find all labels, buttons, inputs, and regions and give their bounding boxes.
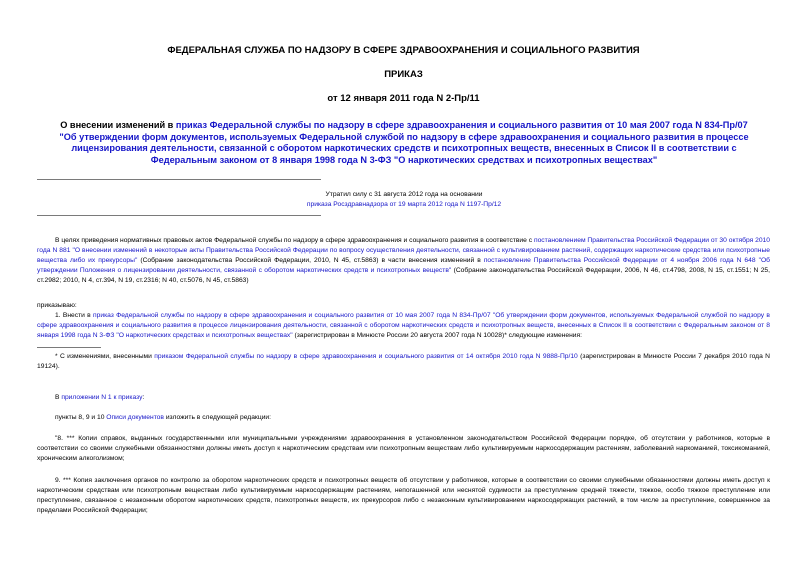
doc-type-heading: ПРИКАЗ [384,69,423,80]
point-9-paragraph: 9. *** Копия заключения органов по контролю за оборотом наркотических средств и психотропных веществ об отсутствии у работников, которые в соответствии со своими служебными обязанностями должны иметь доступ к наркотическим средствам или психотропным веществам либо культивируемым наркосодержащим растениям, непогашенной или неснятой судимости за преступление средней тяжести, тяжкое, особо тяжкое преступление или преступление, связанное с незаконным оборотом наркотических средств, психотропных веществ, их прекурсоров либо с незаконным культивированием наркосодержащих растений, в том числе за преступление, совершенное за пределами Российской Федерации; [37,477,770,515]
date-number-heading: от 12 января 2011 года N 2-Пр/11 [327,93,480,104]
footnote-order-9888-link[interactable]: приказом Федеральной службы по надзору в сфере здравоохранения и социального развития от 14 октября 2010 года N 9888-Пр/10 [154,353,578,360]
annex-text-1: В [55,394,62,401]
preamble-text-3: (Собрание законодательства Российской Федерации, 2006, N 46, ст.4798, 2008, N 15, ст.1551; N 25, ст.2982; 2010, N 4, ст.394, N 19, ст.2316; N 40, ст.5076, N 45, ст.5863) [37,267,770,285]
title-prefix: О внесении изменений в [60,120,176,130]
points-text-1: пункты 8, 9 и 10 [55,414,107,421]
point-8-paragraph: "8. *** Копии справок, выданных государственными или муниципальными учреждениями здравоохранения в установленном законодательством Российской Федерации порядке, об отсутствии у работников, которые в соответствии со своими служебными обязанностями должны иметь доступ к наркотическим средствам или психотропным веществам либо культивируемым наркосодержащим растениям, заболеваний наркоманией, токсикоманией, хроническим алкоголизмом; [37,435,770,463]
annex-line [55,393,144,403]
order-word: приказываю: [37,302,77,309]
footnote-text-2: (зарегистрирован в Минюсте России 7 декабря 2010 года N 19124). [37,353,771,371]
annex-text-2: : [142,394,145,401]
item-1-text-1: 1. Внести в [55,312,93,319]
points-text-2: изложить в следующей редакции: [163,414,272,421]
footnote [37,352,770,372]
preamble-decree-881-link[interactable]: постановлением Правительства Российской Федерации от 30 октября 2010 года N 881 "О внесении изменений в некоторые акты Правительства Российской Федерации по вопросу осуществления деятельности, связанной с культивированием растений, содержащих наркотические средства или психотропные вещества либо их прекурсоры" [37,237,770,265]
item-1-text-2: (зарегистрирован в Минюсте России 20 августа 2007 года N 10028)* следующие изменения: [292,332,582,340]
footnote-text-1: * С изменениями, внесенными [55,353,155,360]
annex-link[interactable]: приложении N 1 к приказу [61,394,143,401]
footnote-rule [37,347,101,348]
title-amended-order-link[interactable]: приказ Федеральной службы по надзору в сфере здравоохранения и социального развития от 10 мая 2007 года N 834-Пр/07 "Об утверждении форм документов, используемых Федеральной службой по надзору в сфере здравоохранения и социального развития в процессе лицензирования деятельности, связанной с оборотом наркотических средств и психотропных веществ, внесенных в Список II в соответствии с Федеральным законом от 8 января 1998 года N 3-ФЗ "О наркотических средствах и психотропных веществах" [59,120,749,165]
points-line [55,413,271,423]
preamble-decree-648-link[interactable]: постановление Правительства Российской Федерации от 4 ноября 2006 года N 648 "Об утверждении Положения о лицензировании деятельности, связанной с оборотом наркотических средств и психотропных веществ" [37,257,770,275]
status-line: Утратил силу с 31 августа 2012 года на основании [325,191,483,198]
item-1-paragraph [37,311,770,341]
separator-top [37,179,321,180]
agency-heading: ФЕДЕРАЛЬНАЯ СЛУЖБА ПО НАДЗОРУ В СФЕРЕ ЗДРАВООХРАНЕНИЯ И СОЦИАЛЬНОГО РАЗВИТИЯ [167,45,640,56]
separator-bottom [37,215,321,216]
item-1-order-link[interactable]: приказ Федеральной службы по надзору в сфере здравоохранения и социального развития от 10 мая 2007 года N 834-Пр/07 "Об утверждении форм документов, используемых Федеральной службой по надзору в сфере здравоохранения и социального развития в процессе лицензирования деятельности, связанной с оборотом наркотических средств и психотропных веществ, внесенных в Список II в соответствии с Федеральным законом от 8 января 1998 года N 3-ФЗ "О наркотических средствах и психотропных веществах" [37,312,770,340]
status-note [240,190,568,210]
preamble-text-2: (Собрание законодательства Российской Федерации, 2010, N 45, ст.5863) в части внесения изменений в [137,257,484,265]
preamble-paragraph [37,236,770,286]
status-repeal-link[interactable]: приказа Росздравнадзора от 19 марта 2012 года N 1197-Пр/12 [306,201,502,209]
preamble-text-1: В целях приведения нормативных правовых актов Федеральной службы по надзору в сфере здравоохранения и социального развития в соответствие с [55,237,534,244]
inventory-link[interactable]: Описи документов [106,414,164,421]
document-title [58,120,750,166]
